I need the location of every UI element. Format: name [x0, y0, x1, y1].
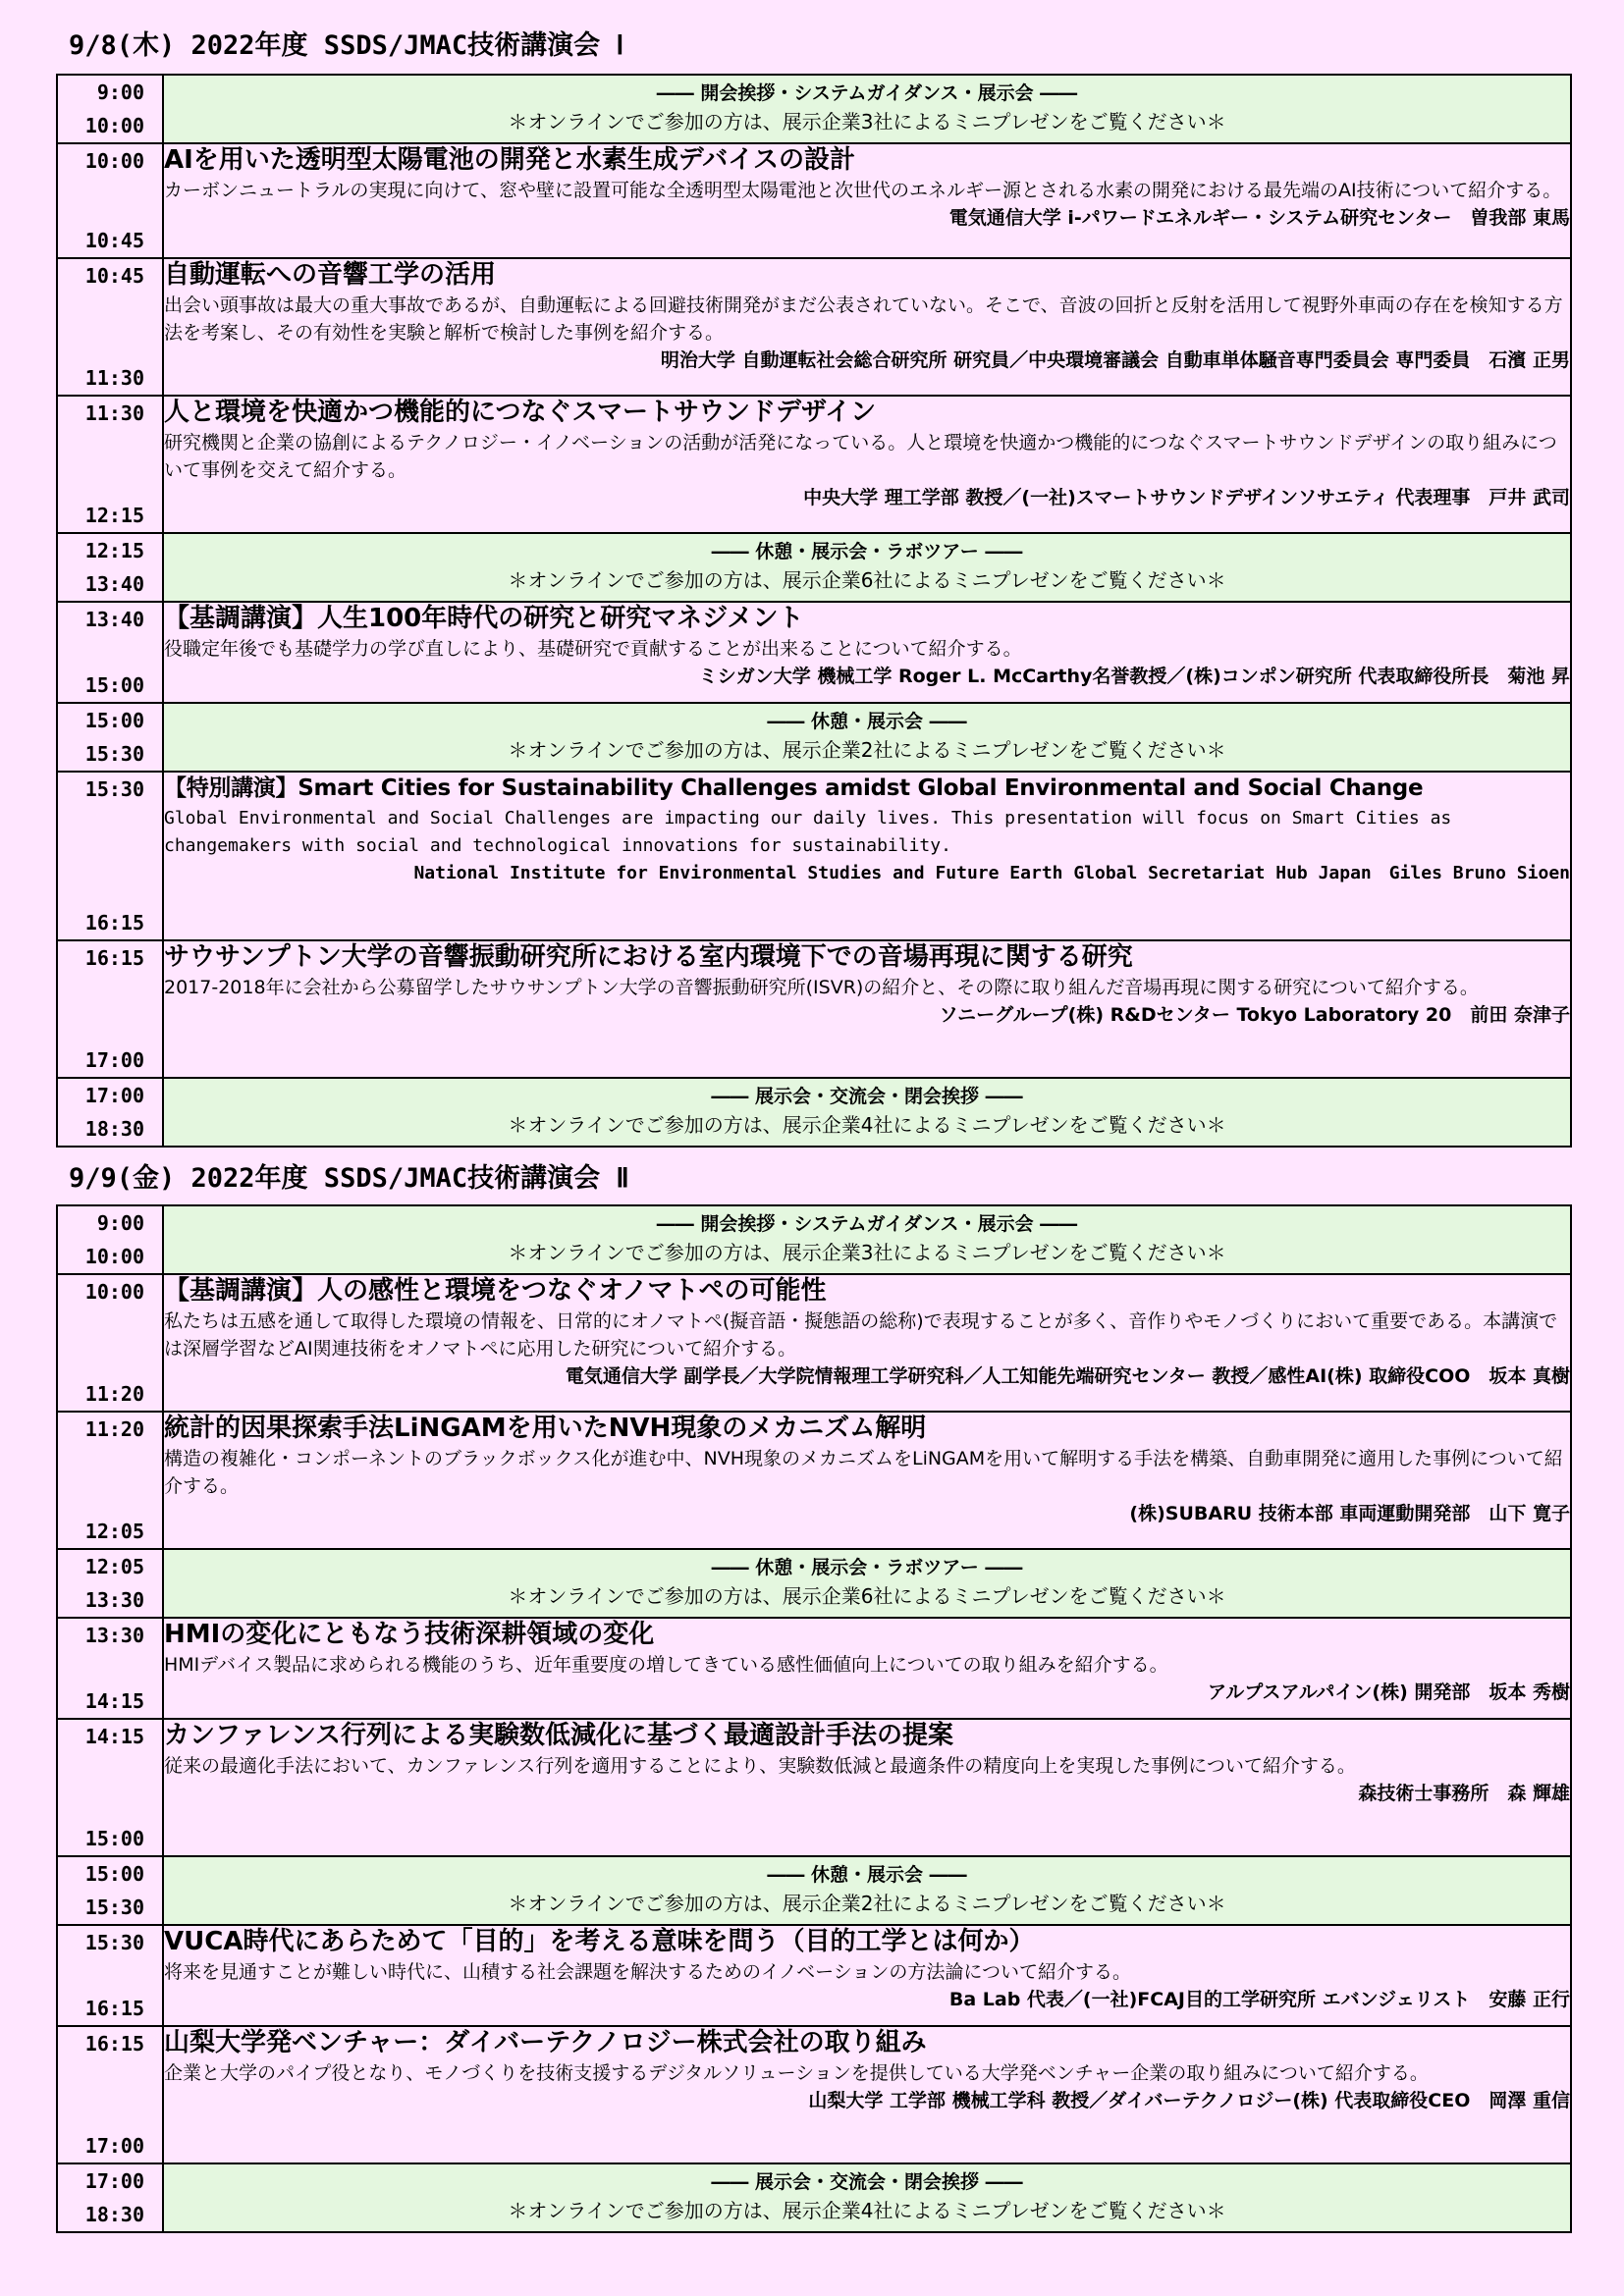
break-title: ―― 展示会・交流会・閉会挨拶 ――	[711, 2171, 1023, 2193]
talk-cell	[163, 258, 1571, 396]
talk-title: 自動運転への音響工学の活用	[164, 260, 497, 290]
break-cell	[163, 2163, 1571, 2232]
end-time: 15:00	[84, 673, 144, 697]
start-time: 10:00	[84, 149, 144, 173]
break-title: ―― 展示会・交流会・閉会挨拶 ――	[711, 1086, 1023, 1107]
break-title: ―― 休憩・展示会 ――	[767, 1864, 967, 1886]
end-time: 12:05	[84, 1520, 144, 1543]
break-title: ―― 開会挨拶・システムガイダンス・展示会 ――	[656, 82, 1078, 104]
start-time: 12:15	[84, 539, 144, 562]
end-time: 18:30	[84, 2203, 144, 2226]
talk-description: 構造の複雑化・コンポーネントのブラックボックス化が進む中、NVH現象のメカニズムをLiNGAMを用いて解明する手法を構築、自動車開発に適用した事例について紹介する。	[164, 1448, 1563, 1497]
talk-title: 人と環境を快適かつ機能的につなぐスマートサウンドデザイン	[164, 398, 877, 427]
day1-schedule-table	[56, 74, 1572, 1148]
speaker: ソニーグループ(株) R&Dセンター Tokyo Laboratory 20 前田 奈津子	[939, 1004, 1570, 1026]
start-time: 16:15	[84, 2032, 144, 2056]
break-row	[57, 75, 1571, 143]
talk-row	[57, 258, 1571, 396]
talk-description: 将来を見通すことが難しい時代に、山積する社会課題を解決するためのイノベーションの方法論について紹介する。	[164, 1961, 1131, 1983]
talk-row	[57, 940, 1571, 1078]
talk-row	[57, 772, 1571, 940]
talk-cell	[163, 1412, 1571, 1549]
talk-cell	[163, 602, 1571, 703]
talk-description: 役職定年後でも基礎学力の学び直しにより、基礎研究で貢献することが出来ることについて紹介する。	[164, 638, 1022, 660]
day2-title: 9/9(金) 2022年度 SSDS/JMAC技術講演会 Ⅱ	[69, 1163, 629, 1194]
end-time: 14:15	[84, 1689, 144, 1713]
end-time: 15:30	[84, 1896, 144, 1919]
end-time: 11:20	[84, 1382, 144, 1406]
break-cell	[163, 703, 1571, 772]
end-time: 16:15	[84, 1997, 144, 2020]
talk-title: 【基調講演】人生100年時代の研究と研究マネジメント	[164, 604, 804, 633]
talk-cell	[163, 143, 1571, 258]
time-cell	[57, 1925, 163, 2026]
end-time: 10:45	[84, 229, 144, 252]
talk-title: 山梨大学発ベンチャー：ダイバーテクノロジー株式会社の取り組み	[164, 2028, 927, 2057]
time-cell	[57, 143, 163, 258]
end-time: 10:00	[84, 114, 144, 137]
talk-description: 私たちは五感を通して取得した環境の情報を、日常的にオノマトペ(擬音語・擬態語の総称)で表現することが多く、音作りやモノづくりにおいて重要である。本講演では深層学習などAI関連技術をオノマトペに応用した研究について紹介する。	[164, 1310, 1558, 1360]
start-time: 11:30	[84, 401, 144, 425]
talk-cell	[163, 1925, 1571, 2026]
end-time: 15:30	[84, 742, 144, 766]
start-time: 14:15	[84, 1725, 144, 1748]
end-time: 13:30	[84, 1588, 144, 1612]
talk-cell	[163, 1274, 1571, 1412]
talk-description: 従来の最適化手法において、カンファレンス行列を適用することにより、実験数低減と最適条件の精度向上を実現した事例について紹介する。	[164, 1755, 1356, 1777]
talk-title: 【特別講演】Smart Cities for Sustainability Challenges amidst Global Environmental and Social Change	[164, 775, 1424, 801]
break-row	[57, 1856, 1571, 1925]
break-row	[57, 1205, 1571, 1274]
end-time: 10:00	[84, 1245, 144, 1268]
break-row	[57, 1549, 1571, 1618]
end-time: 13:40	[84, 572, 144, 596]
speaker: 中央大学 理工学部 教授／(一社)スマートサウンドデザインソサエティ 代表理事 戸井 武司	[803, 487, 1570, 508]
online-note: ＊オンラインでご参加の方は、展示企業4社によるミニプレゼンをご覧ください＊	[508, 1113, 1226, 1137]
online-note: ＊オンラインでご参加の方は、展示企業3社によるミニプレゼンをご覧ください＊	[508, 110, 1226, 133]
end-time: 17:00	[84, 1048, 144, 1072]
start-time: 15:30	[84, 777, 144, 801]
end-time: 17:00	[84, 2134, 144, 2158]
end-time: 18:30	[84, 1117, 144, 1141]
talk-title: カンファレンス行列による実験数低減化に基づく最適設計手法の提案	[164, 1721, 954, 1750]
start-time: 13:40	[84, 608, 144, 631]
talk-description: Global Environmental and Social Challenges are impacting our daily lives. This presentation will focus on Smart Cities as changemakers with social and technological innovations for sustainability.	[164, 808, 1452, 856]
end-time: 11:30	[84, 366, 144, 390]
talk-cell	[163, 396, 1571, 533]
start-time: 13:30	[84, 1624, 144, 1647]
break-cell	[163, 533, 1571, 602]
talk-row	[57, 1618, 1571, 1719]
talk-description: 2017-2018年に会社から公募留学したサウサンプトン大学の音響振動研究所(ISVR)の紹介と、その際に取り組んだ音場再現に関する研究について紹介する。	[164, 977, 1479, 998]
break-cell	[163, 75, 1571, 143]
time-cell	[57, 1412, 163, 1549]
time-cell	[57, 1549, 163, 1618]
talk-title: 統計的因果探索手法LiNGAMを用いたNVH現象のメカニズム解明	[164, 1414, 927, 1443]
talk-description: 企業と大学のパイプ役となり、モノづくりを技術支援するデジタルソリューションを提供している大学発ベンチャー企業の取り組みについて紹介する。	[164, 2062, 1429, 2084]
break-title: ―― 開会挨拶・システムガイダンス・展示会 ――	[656, 1213, 1078, 1235]
break-row	[57, 533, 1571, 602]
talk-cell	[163, 1719, 1571, 1856]
time-cell	[57, 940, 163, 1078]
time-cell	[57, 258, 163, 396]
break-row	[57, 703, 1571, 772]
start-time: 15:00	[84, 1862, 144, 1886]
talk-description: カーボンニュートラルの実現に向けて、窓や壁に設置可能な全透明型太陽電池と次世代のエネルギー源とされる水素の開発における最先端のAI技術について紹介する。	[164, 180, 1562, 201]
time-cell	[57, 1618, 163, 1719]
time-cell	[57, 1719, 163, 1856]
end-time: 12:15	[84, 504, 144, 527]
speaker: 電気通信大学 副学長／大学院情報理工学研究科／人工知能先端研究センター 教授／感性AI(株) 取締役COO 坂本 真樹	[565, 1365, 1570, 1387]
online-note: ＊オンラインでご参加の方は、展示企業6社によるミニプレゼンをご覧ください＊	[508, 1584, 1226, 1608]
online-note: ＊オンラインでご参加の方は、展示企業6社によるミニプレゼンをご覧ください＊	[508, 568, 1226, 592]
time-cell	[57, 602, 163, 703]
talk-cell	[163, 2026, 1571, 2163]
time-cell	[57, 772, 163, 940]
speaker: National Institute for Environmental Studies and Future Earth Global Secretariat Hub Japan Giles Bruno Sioen	[413, 863, 1570, 883]
time-cell	[57, 703, 163, 772]
talk-title: VUCA時代にあらためて「目的」を考える意味を問う（目的工学とは何か）	[164, 1927, 1035, 1956]
talk-row	[57, 602, 1571, 703]
talk-description: HMIデバイス製品に求められる機能のうち、近年重要度の増してきている感性価値向上についての取り組みを紹介する。	[164, 1654, 1168, 1676]
start-time: 17:00	[84, 1084, 144, 1107]
start-time: 9:00	[96, 1211, 144, 1235]
break-cell	[163, 1205, 1571, 1274]
break-cell	[163, 1856, 1571, 1925]
break-title: ―― 休憩・展示会 ――	[767, 711, 967, 732]
time-cell	[57, 1078, 163, 1147]
time-cell	[57, 533, 163, 602]
talk-title: 【基調講演】人の感性と環境をつなぐオノマトペの可能性	[164, 1276, 827, 1306]
break-title: ―― 休憩・展示会・ラボツアー ――	[711, 541, 1023, 562]
start-time: 10:00	[84, 1280, 144, 1304]
end-time: 15:00	[84, 1827, 144, 1850]
time-cell	[57, 2026, 163, 2163]
speaker: 明治大学 自動運転社会総合研究所 研究員／中央環境審議会 自動車単体騒音専門委員会 専門委員 石濱 正男	[660, 349, 1570, 371]
speaker: 電気通信大学 i-パワードエネルギー・システム研究センター 曽我部 東馬	[948, 207, 1570, 229]
start-time: 17:00	[84, 2169, 144, 2193]
start-time: 16:15	[84, 946, 144, 970]
talk-title: HMIの変化にともなう技術深耕領域の変化	[164, 1620, 655, 1649]
start-time: 15:00	[84, 709, 144, 732]
talk-row	[57, 396, 1571, 533]
talk-cell	[163, 940, 1571, 1078]
end-time: 16:15	[84, 911, 144, 934]
speaker: Ba Lab 代表／(一社)FCAJ目的工学研究所 エバンジェリスト 安藤 正行	[948, 1989, 1570, 2010]
time-cell	[57, 75, 163, 143]
break-row	[57, 1078, 1571, 1147]
day1-title: 9/8(木) 2022年度 SSDS/JMAC技術講演会 Ⅰ	[69, 30, 624, 61]
online-note: ＊オンラインでご参加の方は、展示企業2社によるミニプレゼンをご覧ください＊	[508, 738, 1226, 762]
speaker: ミシガン大学 機械工学 Roger L. McCarthy名誉教授／(株)コンポン研究所 代表取締役所長 菊池 昇	[698, 666, 1570, 687]
break-cell	[163, 1549, 1571, 1618]
talk-description: 研究機関と企業の協創によるテクノロジー・イノベーションの活動が活発になっている。人と環境を快適かつ機能的につなぐスマートサウンドデザインの取り組みについて事例を交えて紹介する。	[164, 432, 1557, 481]
talk-description: 出会い頭事故は最大の重大事故であるが、自動運転による回避技術開発がまだ公表されていない。そこで、音波の回折と反射を活用して視野外車両の存在を検知する方法を考案し、その有効性を実験と解析で検討した事例を紹介する。	[164, 294, 1563, 344]
start-time: 9:00	[96, 80, 144, 104]
talk-row	[57, 1925, 1571, 2026]
time-cell	[57, 1274, 163, 1412]
start-time: 11:20	[84, 1417, 144, 1441]
talk-row	[57, 1412, 1571, 1549]
start-time: 12:05	[84, 1555, 144, 1578]
talk-row	[57, 2026, 1571, 2163]
online-note: ＊オンラインでご参加の方は、展示企業3社によるミニプレゼンをご覧ください＊	[508, 1241, 1226, 1264]
time-cell	[57, 1205, 163, 1274]
talk-title: サウサンプトン大学の音響振動研究所における室内環境下での音場再現に関する研究	[164, 942, 1133, 972]
talk-row	[57, 1274, 1571, 1412]
break-title: ―― 休憩・展示会・ラボツアー ――	[711, 1557, 1023, 1578]
day2-schedule-table	[56, 1204, 1572, 2233]
start-time: 10:45	[84, 264, 144, 288]
speaker: 山梨大学 工学部 機械工学科 教授／ダイバーテクノロジー(株) 代表取締役CEO 岡澤 重信	[808, 2090, 1570, 2111]
talk-title: AIを用いた透明型太陽電池の開発と水素生成デバイスの設計	[164, 145, 855, 175]
time-cell	[57, 1856, 163, 1925]
online-note: ＊オンラインでご参加の方は、展示企業4社によるミニプレゼンをご覧ください＊	[508, 2199, 1226, 2222]
time-cell	[57, 396, 163, 533]
time-cell	[57, 2163, 163, 2232]
speaker: アルプスアルパイン(株) 開発部 坂本 秀樹	[1208, 1682, 1570, 1703]
talk-row	[57, 143, 1571, 258]
break-cell	[163, 1078, 1571, 1147]
talk-cell	[163, 772, 1571, 940]
speaker: 森技術士事務所 森 輝雄	[1358, 1783, 1570, 1804]
online-note: ＊オンラインでご参加の方は、展示企業2社によるミニプレゼンをご覧ください＊	[508, 1892, 1226, 1915]
talk-row	[57, 1719, 1571, 1856]
start-time: 15:30	[84, 1931, 144, 1954]
talk-cell	[163, 1618, 1571, 1719]
break-row	[57, 2163, 1571, 2232]
speaker: (株)SUBARU 技術本部 車両運動開発部 山下 寛子	[1129, 1503, 1570, 1524]
